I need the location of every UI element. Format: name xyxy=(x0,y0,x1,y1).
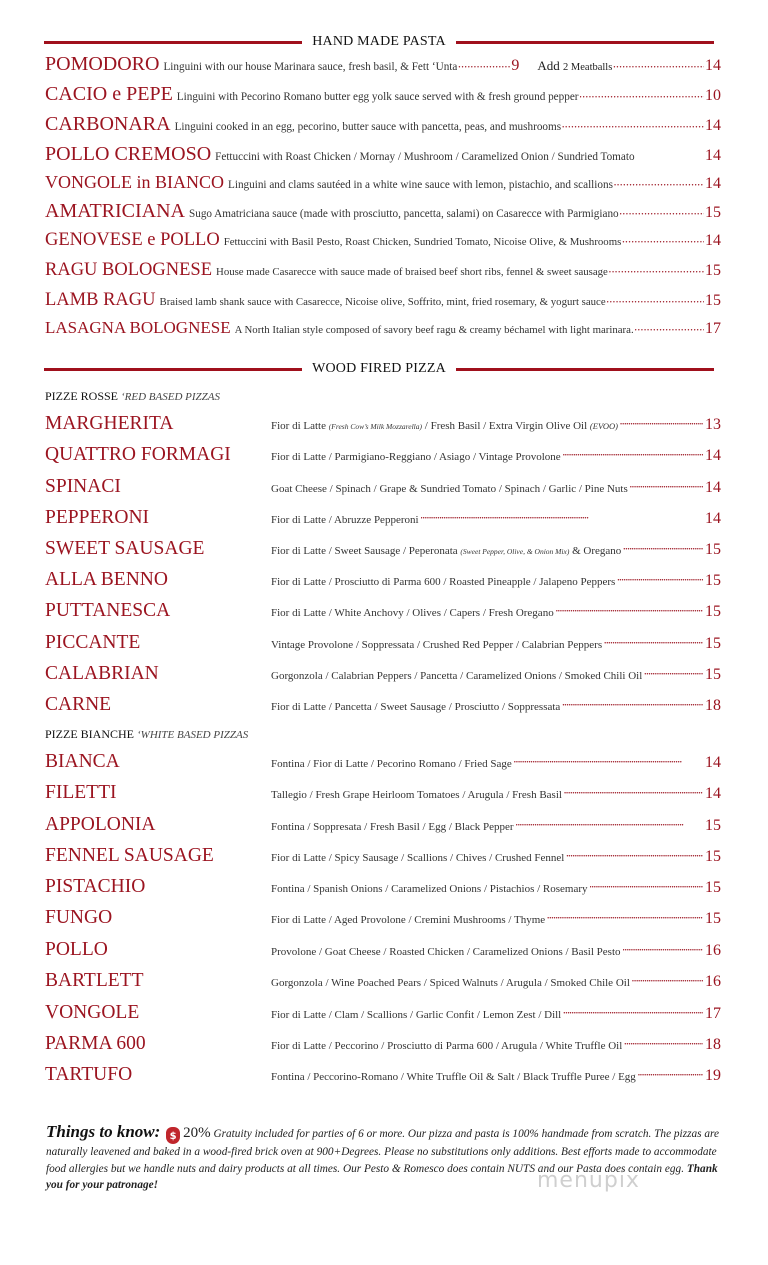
divider-left xyxy=(44,368,302,371)
item-desc: Fettuccini with Basil Pesto, Roast Chicken, Sundried Tomato, Nicoise Olive, & Mushrooms xyxy=(223,236,622,248)
item-price: 14 xyxy=(705,147,721,164)
item-desc: Fontina / Soppresata / Fresh Basil / Egg / Black Pepper xyxy=(271,821,514,833)
item-name: VONGOLE xyxy=(45,1002,140,1023)
menu-item-cacio-e-pepe xyxy=(45,83,721,109)
leader-dots xyxy=(564,785,703,803)
item-name: PEPPERONI xyxy=(45,507,150,528)
leader-dots xyxy=(563,447,703,465)
divider-right xyxy=(456,41,714,44)
item-price: 15 xyxy=(705,879,721,896)
item-name: RAGU BOLOGNESE xyxy=(45,260,213,280)
menu-item-alla-benno xyxy=(45,569,721,595)
item-price: 18 xyxy=(705,1036,721,1053)
item-price: 15 xyxy=(705,910,721,927)
item-price: 14 xyxy=(705,510,721,527)
item-desc xyxy=(271,545,621,557)
menu-item-carbonara xyxy=(45,113,721,139)
menu-item-quattro-formagi xyxy=(45,444,721,470)
item-name: VONGOLE in BIANCO xyxy=(45,172,224,192)
divider-right xyxy=(456,368,714,371)
item-price: 13 xyxy=(705,416,721,433)
leader-dots xyxy=(516,817,703,835)
addon-label: Add xyxy=(537,58,560,73)
item-name: GENOVESE e POLLO xyxy=(45,230,220,250)
leader-dots xyxy=(580,92,704,103)
item-desc: Fior di Latte / Aged Provolone / Cremini Mushrooms / Thyme xyxy=(271,914,546,926)
desc-part: Fior di Latte xyxy=(271,420,326,432)
item-name: POMODORO xyxy=(45,53,160,75)
watermark: menupix xyxy=(537,1168,640,1193)
subsection-label: PIZZE BIANCHE xyxy=(45,727,134,741)
desc-part: Fior di Latte / Sweet Sausage / Peperonata xyxy=(271,545,458,557)
section-title: HAND MADE PASTA xyxy=(312,34,446,49)
pizza-section-header xyxy=(44,361,714,377)
item-desc: Provolone / Goat Cheese / Roasted Chicken / Caramelized Onions / Basil Pesto xyxy=(271,946,621,958)
menu-item-pistachio xyxy=(45,876,721,902)
item-desc: Fontina / Peccorino-Romano / White Truffle Oil & Salt / Black Truffle Puree / Egg xyxy=(271,1071,636,1083)
leader-dots xyxy=(635,325,704,336)
menu-item-fungo xyxy=(45,907,721,933)
menu-item-vongole-in-bianco xyxy=(45,172,721,198)
item-name: AMATRICIANA xyxy=(45,200,185,222)
item-price: 15 xyxy=(705,572,721,589)
section-title: WOOD FIRED PIZZA xyxy=(312,361,446,376)
leader-dots xyxy=(614,180,704,191)
menu-item-appolonia xyxy=(45,814,721,840)
item-price: 16 xyxy=(705,973,721,990)
menu-item-piccante xyxy=(45,632,721,658)
item-price: 19 xyxy=(705,1067,721,1084)
leader-dots xyxy=(632,973,703,991)
subsection-label: PIZZE ROSSE xyxy=(45,389,119,403)
menu-item-vongole xyxy=(45,1002,721,1028)
item-desc: Goat Cheese / Spinach / Grape & Sundried Tomato / Spinach / Garlic / Pine Nuts xyxy=(271,483,628,495)
item-name: TARTUFO xyxy=(45,1064,133,1085)
item-name: QUATTRO FORMAGI xyxy=(45,444,231,465)
item-desc: Tallegio / Fresh Grape Heirloom Tomatoes / Arugula / Fresh Basil xyxy=(271,789,562,801)
desc-note: (EVOO) xyxy=(589,421,618,431)
item-desc: Fior di Latte / Peccorino / Prosciutto di Parma 600 / Arugula / White Truffle Oil xyxy=(271,1040,623,1052)
item-desc: Braised lamb shank sauce with Casarecce, Nicoise olive, Soffrito, mint, fried rosemary, & yogurt sauce xyxy=(159,296,606,308)
item-desc: Linguini with Pecorino Romano butter egg yolk sauce served with & fresh ground pepper xyxy=(176,91,579,103)
item-name: SWEET SAUSAGE xyxy=(45,538,205,559)
item-desc: Linguini and clams sautéed in a white wine sauce with lemon, pistachio, and scallions xyxy=(228,179,613,191)
item-price: 15 xyxy=(705,541,721,558)
item-price: 18 xyxy=(705,697,721,714)
leader-dots xyxy=(622,237,704,248)
item-desc: House made Casarecce with sauce made of braised beef short ribs, fennel & sweet sausage xyxy=(216,266,608,278)
item-name: APPOLONIA xyxy=(45,814,156,835)
leader-dots xyxy=(607,297,704,308)
item-desc: Fior di Latte / Spicy Sausage / Scallions / Chives / Crushed Fennel xyxy=(271,852,565,864)
leader-dots xyxy=(566,848,703,866)
item-name: POLLO CREMOSO xyxy=(45,143,212,165)
item-desc: Gorgonzola / Calabrian Peppers / Pancetta / Caramelized Onions / Smoked Chili Oil xyxy=(271,670,643,682)
item-desc: Fior di Latte / Abruzze Pepperoni xyxy=(271,514,419,526)
menu-item-bianca xyxy=(45,751,721,777)
leader-dots xyxy=(421,510,703,528)
item-name: CARBONARA xyxy=(45,113,171,135)
footer-lead: Things to know: xyxy=(46,1122,161,1141)
item-desc: Linguini with our house Marinara sauce, fresh basil, & Fett ‘Unta xyxy=(163,61,458,73)
item-price: 10 xyxy=(705,87,721,104)
item-price: 14 xyxy=(705,479,721,496)
item-price: 15 xyxy=(705,262,721,279)
leader-dots xyxy=(609,267,704,278)
leader-dots xyxy=(617,572,703,590)
item-desc: Gorgonzola / Wine Poached Pears / Spiced Walnuts / Arugula / Smoked Chile Oil xyxy=(271,977,630,989)
item-price: 14 xyxy=(705,232,721,249)
item-name: CALABRIAN xyxy=(45,663,159,684)
addon xyxy=(537,58,612,74)
menu-item-ragu-bolognese xyxy=(45,260,721,286)
item-desc: Fior di Latte / Prosciutto di Parma 600 / Roasted Pineapple / Jalapeno Peppers xyxy=(271,576,616,588)
item-desc xyxy=(271,420,618,432)
leader-dots xyxy=(620,209,704,220)
item-price: 14 xyxy=(705,175,721,192)
menu-item-bartlett xyxy=(45,970,721,996)
item-price: 14 xyxy=(705,785,721,802)
item-name: FILETTI xyxy=(45,782,117,803)
item-price: 15 xyxy=(705,292,721,309)
item-price: 9 xyxy=(511,57,520,74)
leader-dots xyxy=(562,697,703,715)
item-name: PISTACHIO xyxy=(45,876,146,897)
subsection-note: ‘WHITE BASED PIZZAS xyxy=(137,729,249,741)
item-name: SPINACI xyxy=(45,476,121,497)
subsection-note: ‘RED BASED PIZZAS xyxy=(121,391,220,403)
item-desc: Fontina / Spanish Onions / Caramelized Onions / Pistachios / Rosemary xyxy=(271,883,588,895)
item-price: 15 xyxy=(705,204,721,221)
menu-item-calabrian xyxy=(45,663,721,689)
item-name: PICCANTE xyxy=(45,632,141,653)
item-price: 14 xyxy=(705,447,721,464)
menu-item-filetti xyxy=(45,782,721,808)
leader-dots xyxy=(638,1067,703,1085)
item-price: 15 xyxy=(705,603,721,620)
leader-dots xyxy=(458,62,510,73)
item-name: PARMA 600 xyxy=(45,1033,146,1054)
leader-dots xyxy=(613,62,704,73)
item-price: 15 xyxy=(705,666,721,683)
footer-thanks: Thank you for your patronage! xyxy=(46,1162,718,1191)
menu-item-genovese-e-pollo xyxy=(45,230,721,256)
item-name: ALLA BENNO xyxy=(45,569,168,590)
leader-dots xyxy=(562,122,704,133)
menu-item-fennel-sausage xyxy=(45,845,721,871)
menu-item-tartufo xyxy=(45,1064,721,1090)
menu-item-pepperoni xyxy=(45,507,721,533)
footer-text: Gratuity included for parties of 6 or more. Our pizza and pasta is 100% handmade from scratch. The pizzas are naturally leavened and baked in a wood-fired brick oven at 900+Degrees. Please no substitutions only additions. Best efforts made to accommodate food allergies but we handle nuts and dairy products at all times. Our Pesto & Romesco does contain NUTS and our Pasta does contain egg. xyxy=(46,1128,719,1175)
item-name: MARGHERITA xyxy=(45,413,174,434)
pizze-bianche-header xyxy=(45,727,248,742)
menu-item-sweet-sausage xyxy=(45,538,721,564)
item-desc: Sugo Amatriciana sauce (made with prosciutto, pancetta, salami) on Casarecce with Parmigiano xyxy=(189,208,619,220)
item-price: 17 xyxy=(705,320,721,337)
item-price: 15 xyxy=(705,635,721,652)
menu-item-margherita xyxy=(45,413,721,439)
item-name: CARNE xyxy=(45,694,112,715)
item-name: FUNGO xyxy=(45,907,113,928)
item-price: 16 xyxy=(705,942,721,959)
item-desc: Fior di Latte / Parmigiano-Reggiano / Asiago / Vintage Provolone xyxy=(271,451,561,463)
leader-dots xyxy=(630,479,703,497)
item-price: 15 xyxy=(705,817,721,834)
leader-dots xyxy=(514,754,703,772)
item-name: PUTTANESCA xyxy=(45,600,171,621)
leader-dots xyxy=(620,416,703,434)
menu-item-puttanesca xyxy=(45,600,721,626)
item-desc: Fontina / Fior di Latte / Pecorino Romano / Fried Sage xyxy=(271,758,512,770)
item-name: CACIO e PEPE xyxy=(45,83,173,105)
pasta-section-header xyxy=(44,34,714,50)
leader-dots xyxy=(547,910,703,928)
item-name: LAMB RAGU xyxy=(45,290,156,310)
menu-item-pollo-cremoso xyxy=(45,143,721,169)
item-price: 14 xyxy=(705,754,721,771)
menu-item-pomodoro xyxy=(45,53,721,79)
item-price: 14 xyxy=(705,117,721,134)
desc-part: & Oregano xyxy=(572,545,622,557)
item-desc: Vintage Provolone / Soppressata / Crushed Red Pepper / Calabrian Peppers xyxy=(271,639,603,651)
menu-item-carne xyxy=(45,694,721,720)
money-bag-icon: $ xyxy=(166,1127,180,1144)
divider-left xyxy=(44,41,302,44)
leader-dots xyxy=(644,666,703,684)
gratuity-percent: 20% xyxy=(183,1125,211,1141)
item-name: FENNEL SAUSAGE xyxy=(45,845,214,866)
desc-part: / Fresh Basil / Extra Virgin Olive Oil xyxy=(424,420,588,432)
menu-item-spinaci xyxy=(45,476,721,502)
item-name: BARTLETT xyxy=(45,970,144,991)
desc-note: (Fresh Cow’s Milk Mozzarella) xyxy=(328,422,423,431)
menu-item-lamb-ragu xyxy=(45,290,721,316)
item-name: BIANCA xyxy=(45,751,120,772)
addon-price: 14 xyxy=(705,57,721,74)
leader-dots xyxy=(604,635,703,653)
item-price: 17 xyxy=(705,1005,721,1022)
pizze-rosse-header xyxy=(45,389,220,404)
leader-dots xyxy=(624,1036,703,1054)
leader-dots xyxy=(556,603,703,621)
leader-dots xyxy=(563,1005,703,1023)
menu-item-parma-600 xyxy=(45,1033,721,1059)
item-desc: Fettuccini with Roast Chicken / Mornay / Mushroom / Caramelized Onion / Sundried Tomato xyxy=(215,151,635,163)
item-name: POLLO xyxy=(45,939,108,960)
item-desc: Fior di Latte / Clam / Scallions / Garlic Confit / Lemon Zest / Dill xyxy=(271,1009,562,1021)
item-desc: A North Italian style composed of savory beef ragu & creamy béchamel with light marinara. xyxy=(234,324,634,336)
menu-item-pollo xyxy=(45,939,721,965)
item-desc: Fior di Latte / Pancetta / Sweet Sausage / Prosciutto / Soppressata xyxy=(271,701,561,713)
addon-desc: 2 Meatballs xyxy=(563,62,613,73)
leader-dots xyxy=(623,942,704,960)
item-desc: Fior di Latte / White Anchovy / Olives / Capers / Fresh Oregano xyxy=(271,607,554,619)
desc-note: (Sweet Pepper, Olive, & Onion Mix) xyxy=(460,547,570,556)
item-price: 15 xyxy=(705,848,721,865)
menu-item-amatriciana xyxy=(45,200,721,226)
leader-dots xyxy=(623,541,703,559)
item-desc: Linguini cooked in an egg, pecorino, butter sauce with pancetta, peas, and mushrooms xyxy=(174,121,562,133)
item-name: LASAGNA BOLOGNESE xyxy=(45,318,231,337)
leader-dots xyxy=(590,879,703,897)
menu-item-lasagna-bolognese xyxy=(45,318,721,344)
